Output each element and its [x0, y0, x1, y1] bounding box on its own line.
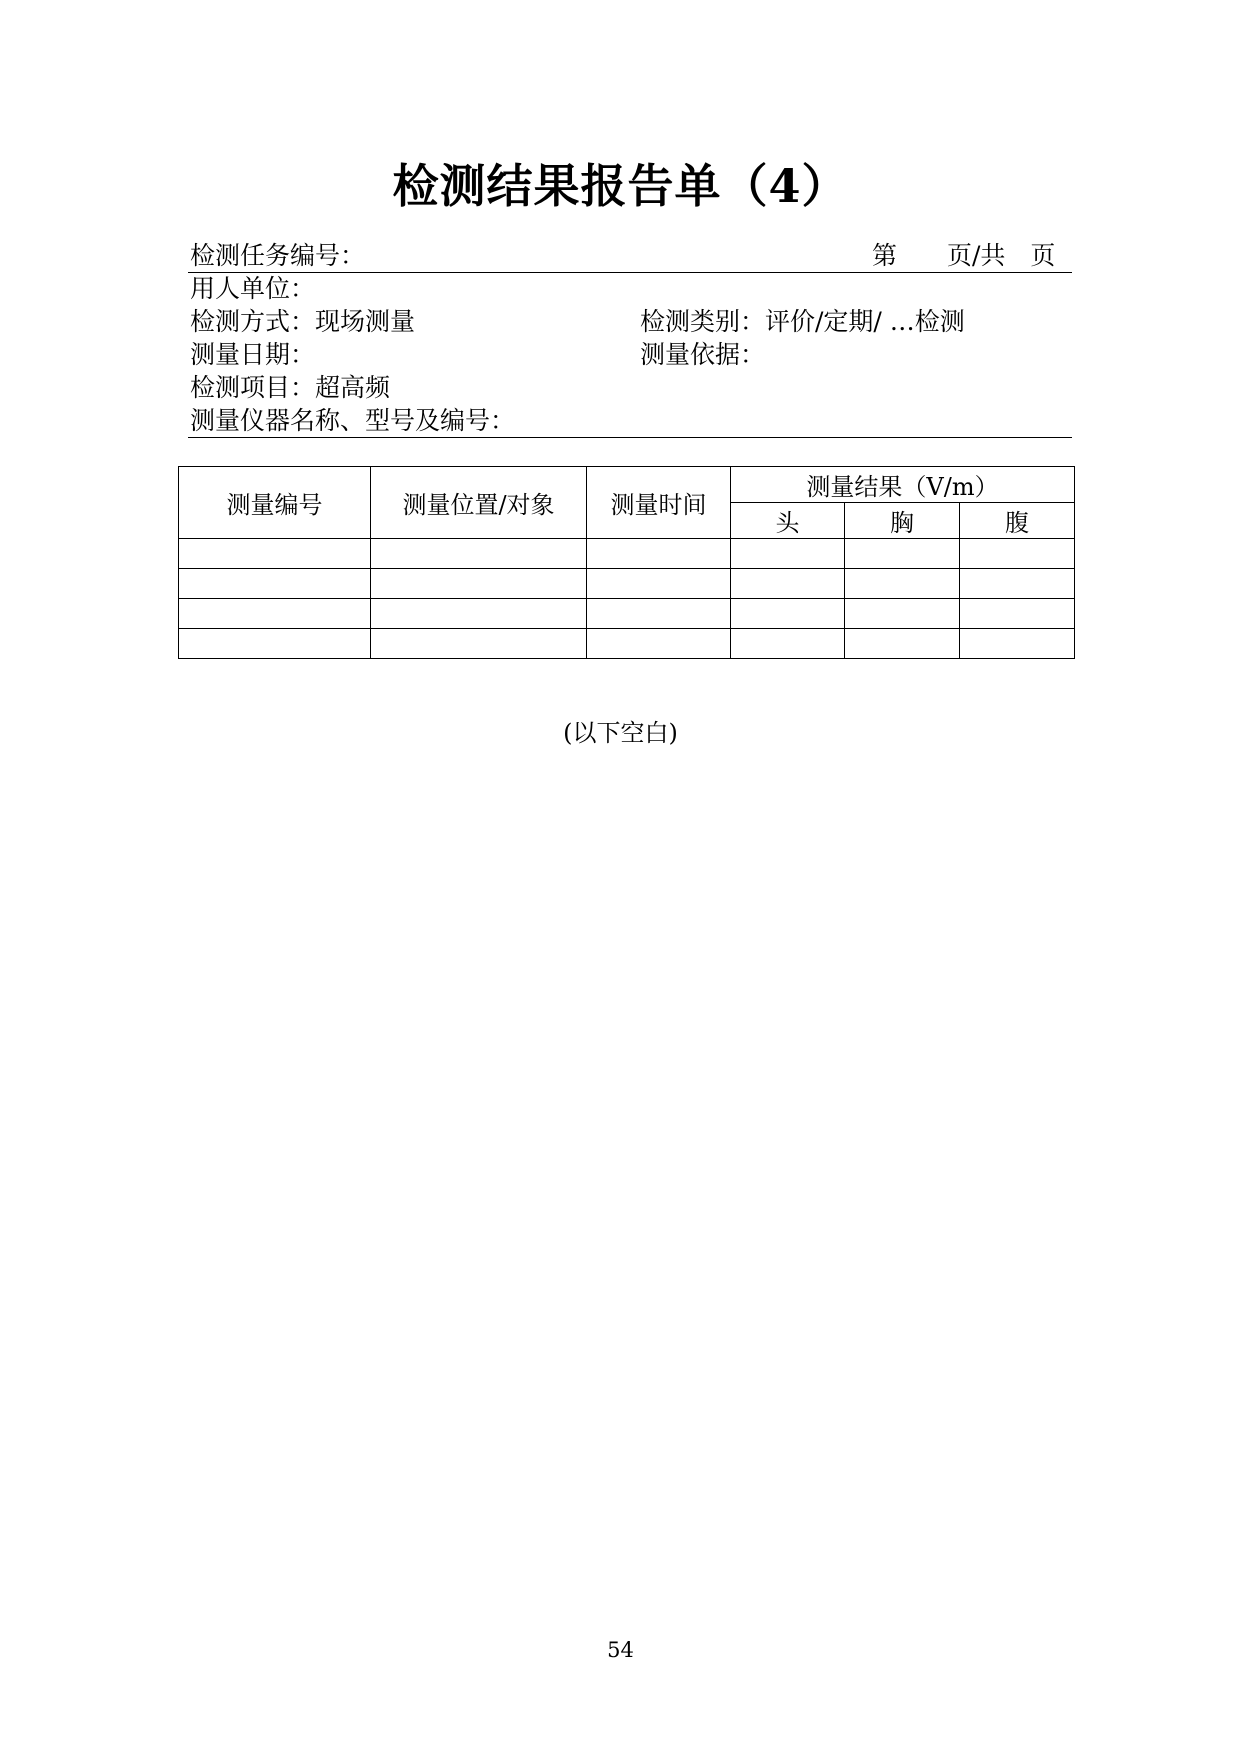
table-row — [179, 599, 1075, 629]
page-number: 54 — [607, 1638, 634, 1662]
blank-below-note: (以下空白) — [563, 719, 678, 747]
table-cell — [371, 629, 587, 659]
table-cell — [587, 539, 731, 569]
col-header-number: 测量编号 — [179, 467, 371, 539]
col-header-result-group: 测量结果（V/m） — [731, 467, 1075, 503]
table-row — [179, 539, 1075, 569]
report-title: 检测结果报告单（4） — [392, 159, 849, 213]
instrument-label: 测量仪器名称、型号及编号： — [190, 406, 516, 435]
col-header-abdomen: 腹 — [960, 503, 1075, 539]
table-cell — [845, 569, 960, 599]
table-cell — [179, 539, 371, 569]
table-cell — [731, 569, 845, 599]
table-cell — [845, 629, 960, 659]
table-row — [179, 629, 1075, 659]
table-row — [179, 569, 1075, 599]
table-cell — [845, 599, 960, 629]
table-cell — [960, 629, 1075, 659]
table-cell — [371, 539, 587, 569]
table-cell — [845, 539, 960, 569]
table-cell — [960, 539, 1075, 569]
table-cell — [731, 629, 845, 659]
employer-label: 用人单位： — [190, 274, 316, 303]
task-number-label: 检测任务编号： — [190, 241, 366, 270]
test-item-label: 检测项目：超高频 — [190, 373, 391, 402]
table-cell — [960, 569, 1075, 599]
col-header-location: 测量位置/对象 — [371, 467, 587, 539]
measure-date-label: 测量日期： — [190, 340, 316, 369]
table-cell — [179, 599, 371, 629]
col-header-head: 头 — [731, 503, 845, 539]
table-cell — [960, 599, 1075, 629]
col-header-time: 测量时间 — [587, 467, 731, 539]
header-rule-top — [188, 272, 1072, 273]
test-category-label: 检测类别：评价/定期/ …检测 — [640, 307, 965, 336]
table-cell — [371, 569, 587, 599]
measure-basis-label: 测量依据： — [640, 340, 766, 369]
table-cell — [179, 629, 371, 659]
page-count-label: 第 页/共 页 — [872, 241, 1056, 270]
table-cell — [731, 539, 845, 569]
col-header-chest: 胸 — [845, 503, 960, 539]
table-cell — [371, 599, 587, 629]
table-cell — [179, 569, 371, 599]
table-cell — [587, 629, 731, 659]
table-cell — [587, 599, 731, 629]
results-table — [178, 466, 1075, 659]
table-cell — [587, 569, 731, 599]
test-method-label: 检测方式：现场测量 — [190, 307, 416, 336]
table-cell — [731, 599, 845, 629]
header-rule-bottom — [188, 437, 1072, 438]
